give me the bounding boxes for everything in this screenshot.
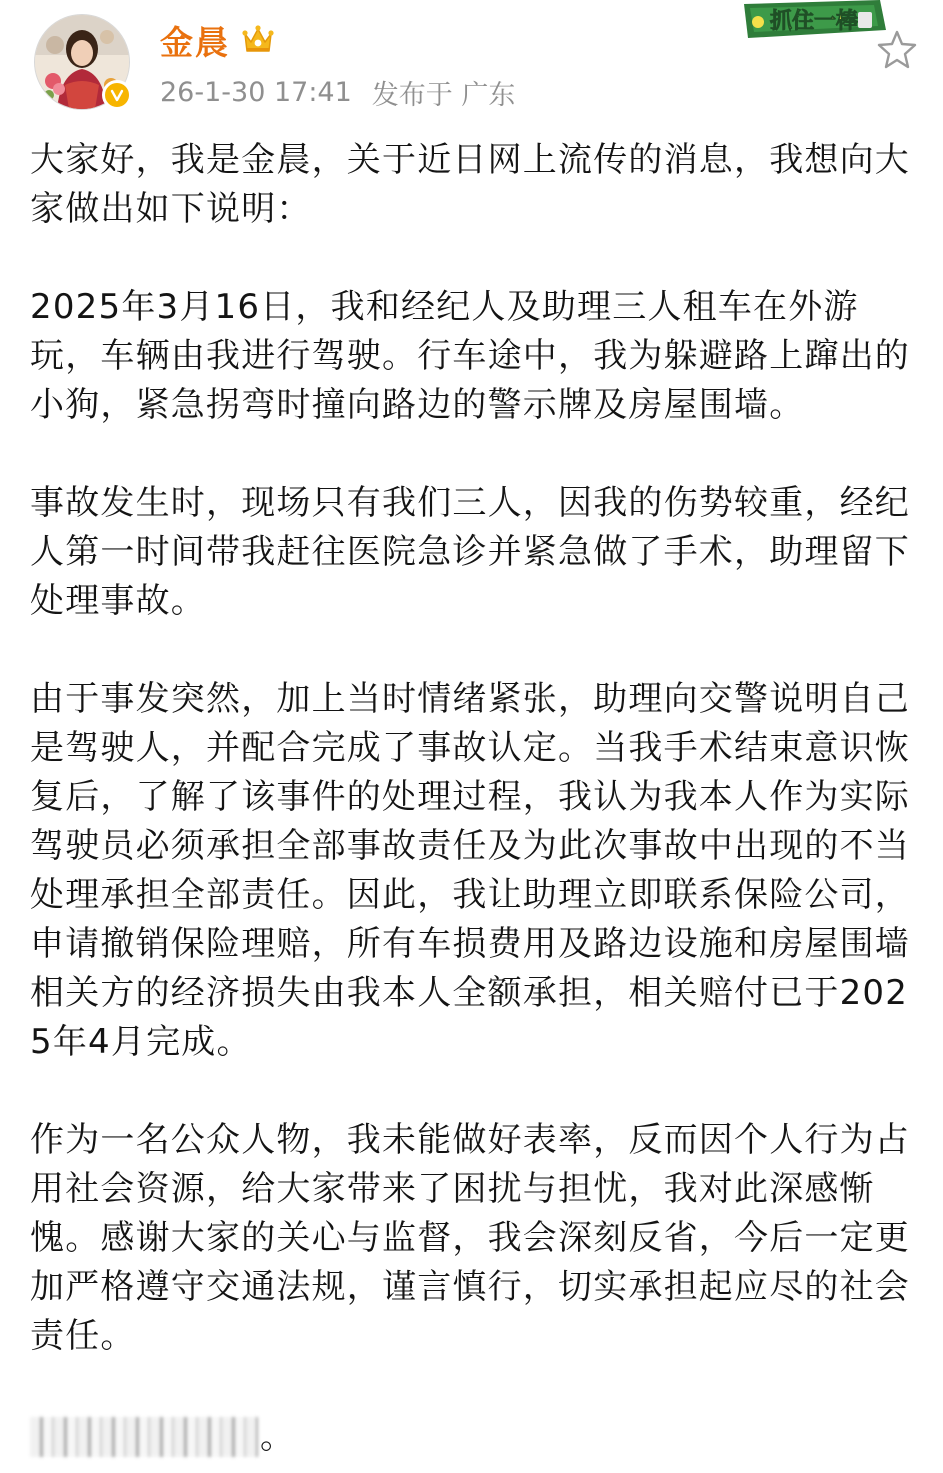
avatar[interactable] — [34, 14, 130, 110]
post-paragraph-5: 作为一名公众人物，我未能做好表率，反而因个人行为占用社会资源，给大家带来了困扰与担忧，我对此深感惭愧。感谢大家的关心与监督，我会深刻反省，今后一定更加严格遵守交通法规，谨言慎行，切实承担起应尽的社会责任。 — [30, 1120, 910, 1356]
verified-badge-icon — [102, 80, 132, 110]
post-paragraph-3: 事故发生时，现场只有我们三人，因我的伤势较重，经纪人第一时间带我赶往医院急诊并紧急做了手术，助理留下处理事故。 — [30, 483, 910, 621]
closing-punctuation: 。 — [260, 1417, 294, 1457]
username[interactable]: 金晨 — [160, 22, 230, 62]
star-icon[interactable] — [876, 28, 918, 70]
post-location: 发布于 广东 — [371, 79, 516, 111]
sticker-text: 抓住一棒 — [770, 9, 859, 34]
obscured-footer-line — [30, 1414, 294, 1460]
post-paragraph-1: 大家好，我是金晨，关于近日网上流传的消息，我想向大家做出如下说明： — [30, 140, 910, 229]
pixelated-text-redaction — [30, 1417, 258, 1457]
post-body — [30, 136, 922, 1361]
username-row — [160, 16, 276, 64]
sticker-badge — [740, 0, 890, 40]
post-meta — [160, 72, 515, 112]
post-timestamp: 26-1-30 17:41 — [160, 76, 352, 108]
post-paragraph-2: 2025年3月16日，我和经纪人及助理三人租车在外游玩，车辆由我进行驾驶。行车途中，我为躲避路上蹿出的小狗，紧急拐弯时撞向路边的警示牌及房屋围墙。 — [30, 287, 910, 425]
crown-icon — [240, 22, 276, 58]
post-paragraph-4: 由于事发突然，加上当时情绪紧张，助理向交警说明自己是驾驶人，并配合完成了事故认定。当我手术结束意识恢复后，了解了该事件的处理过程，我认为我本人作为实际驾驶员必须承担全部事故责任及为此次事故中出现的不当处理承担全部责任。因此，我让助理立即联系保险公司，申请撤销保险理赔，所有车损费用及路边设施和房屋围墙相关方的经济损失由我本人全额承担，相关赔付已于2025年4月完成。 — [30, 679, 910, 1062]
